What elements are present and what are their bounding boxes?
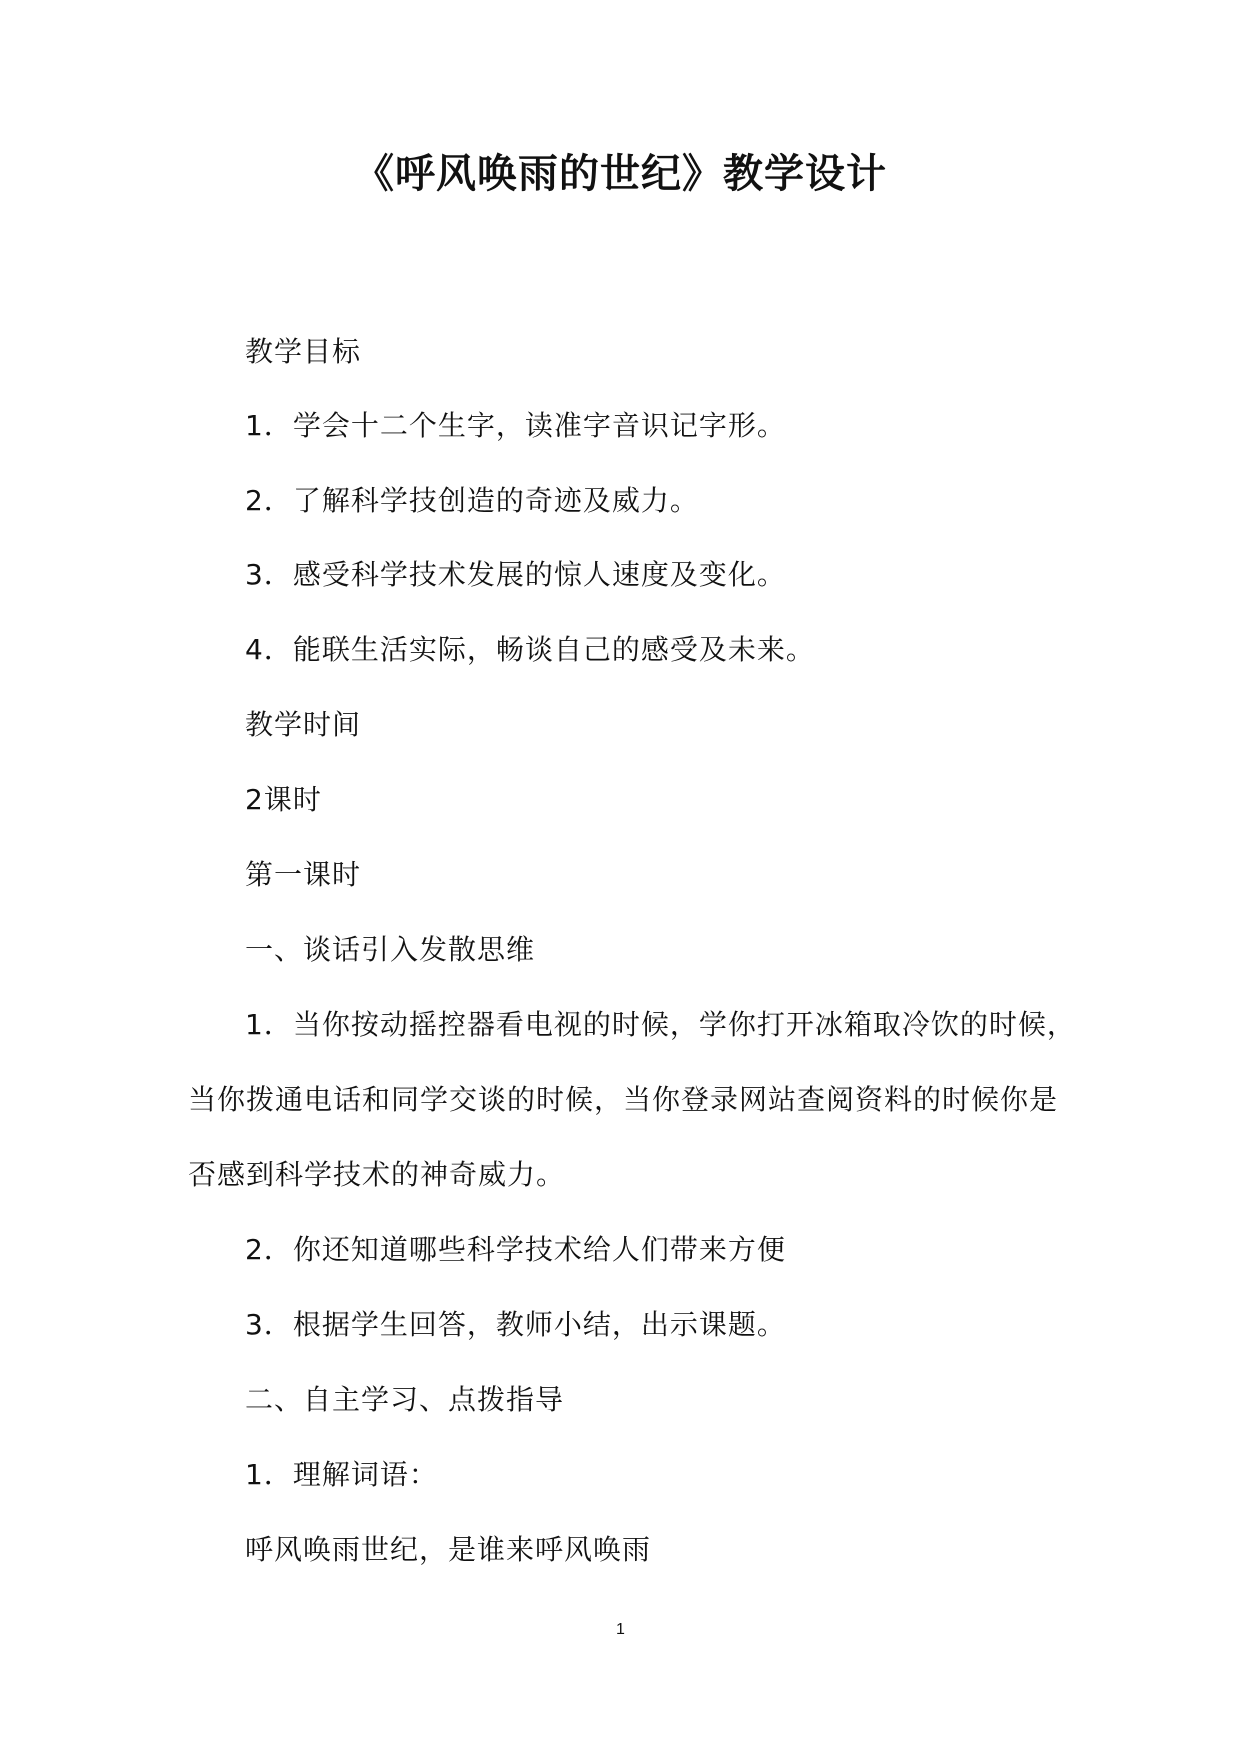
paragraph-section-1: 一、谈话引入发散思维 [245, 933, 536, 966]
paragraph-item-2: 2．你还知道哪些科学技术给人们带来方便 [245, 1233, 786, 1266]
paragraph-objective-4: 4．能联生活实际，畅谈自己的感受及未来。 [245, 633, 815, 666]
paragraph-objective-3: 3．感受科学技术发展的惊人速度及变化。 [245, 558, 786, 591]
paragraph-vocab-heading: 1．理解词语： [245, 1458, 438, 1491]
paragraph-vocab-1: 呼风唤雨世纪，是谁来呼风唤雨 [245, 1533, 652, 1566]
paragraph-section-2: 二、自主学习、点拨指导 [245, 1383, 565, 1416]
page-number: 1 [616, 1621, 625, 1638]
paragraph-item-1-line-2: 当你拨通电话和同学交谈的时候，当你登录网站查阅资料的时候你是 [188, 1083, 1059, 1116]
paragraph-objective-1: 1．学会十二个生字，读准字音识记字形。 [245, 409, 786, 442]
paragraph-objective-2: 2．了解科学技创造的奇迹及威力。 [245, 484, 699, 517]
paragraph-heading-time: 教学时间 [245, 708, 362, 741]
paragraph-heading-objectives: 教学目标 [245, 335, 362, 368]
paragraph-item-1-line-3: 否感到科学技术的神奇威力。 [188, 1158, 566, 1191]
paragraph-item-3: 3．根据学生回答，教师小结，出示课题。 [245, 1308, 786, 1341]
paragraph-item-1-line-1: 1．当你按动摇控器看电视的时候，学你打开冰箱取冷饮的时候， [245, 1008, 1076, 1041]
paragraph-first-lesson: 第一课时 [245, 858, 362, 891]
document-title: 《呼风唤雨的世纪》教学设计 [354, 151, 887, 197]
paragraph-class-hours: 2课时 [245, 783, 322, 816]
